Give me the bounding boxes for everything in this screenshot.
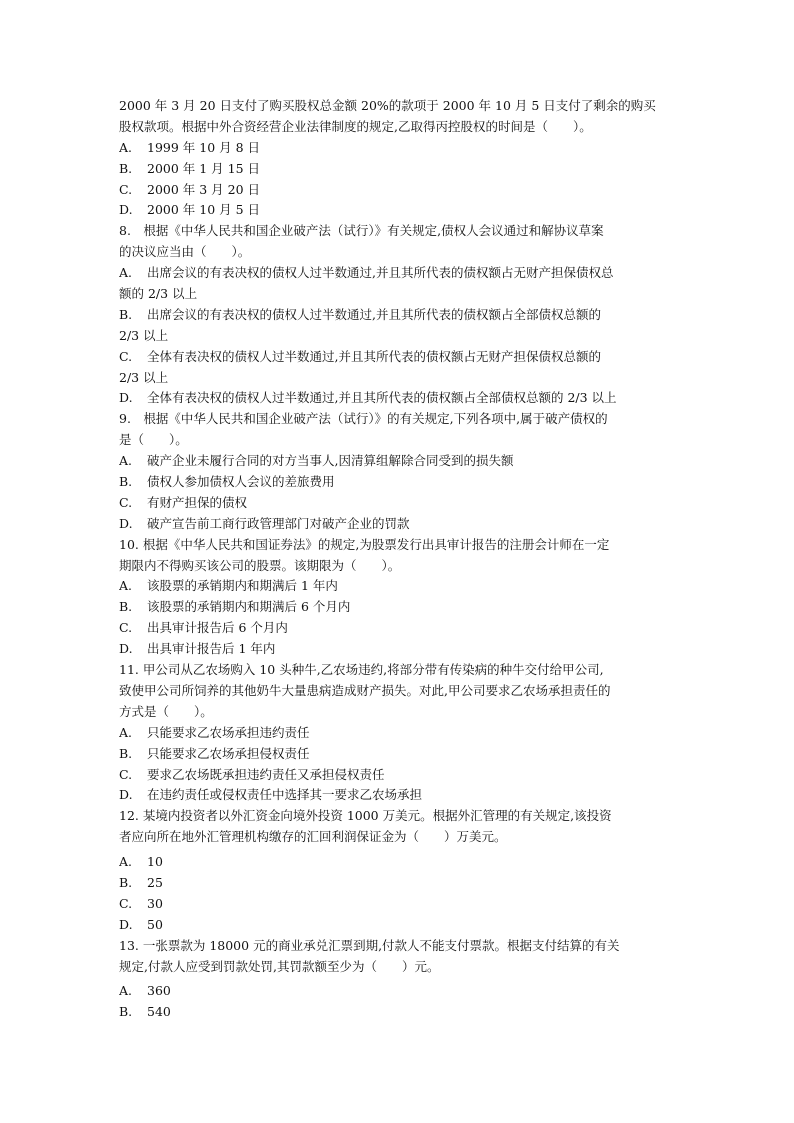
question-stem-q11: 方式是（ ）。 (119, 703, 213, 719)
option-text: 只能要求乙农场承担侵权责任 (147, 745, 310, 761)
document-body (119, 96, 679, 1023)
paragraph-line: 2000 年 3 月 20 日支付了购买股权总金额 20%的款项于 2000 年 10 月 5 日支付了剩余的购买 (119, 98, 656, 113)
option-key: D. (119, 641, 133, 657)
option-text: 25 (147, 874, 163, 890)
answer-option (119, 180, 679, 201)
option-text: 出席会议的有表决权的债权人过半数通过,并且其所代表的债权额占全部债权总额的 (147, 306, 601, 322)
option-text: 2000 年 10 月 5 日 (147, 202, 261, 218)
answer-option (119, 723, 679, 744)
option-text: 2000 年 3 月 20 日 (147, 181, 261, 197)
answer-option (119, 514, 679, 535)
option-key: D. (119, 515, 133, 531)
answer-option (119, 744, 679, 765)
option-key: B. (119, 745, 133, 761)
option-key: C. (119, 494, 133, 510)
option-key: C. (119, 348, 133, 364)
option-text: 2000 年 1 月 15 日 (147, 160, 261, 176)
answer-option (119, 785, 679, 806)
option-continuation: 2/3 以上 (119, 327, 169, 343)
answer-option (119, 597, 679, 618)
option-continuation: 额的 2/3 以上 (119, 286, 198, 302)
option-text: 该股票的承销期内和期满后 1 年内 (147, 578, 338, 594)
option-text: 1999 年 10 月 8 日 (147, 139, 261, 155)
option-key: A. (119, 578, 133, 594)
option-text: 只能要求乙农场承担违约责任 (147, 724, 310, 740)
option-text: 要求乙农场既承担违约责任又承担侵权责任 (147, 766, 385, 782)
option-text: 破产宣告前工商行政管理部门对破产企业的罚款 (147, 515, 410, 531)
option-key: C. (119, 895, 133, 911)
option-key: B. (119, 599, 133, 615)
option-key: C. (119, 620, 133, 636)
option-key: C. (119, 766, 133, 782)
option-text: 全体有表决权的债权人过半数通过,并且其所代表的债权额占全部债权总额的 2/3 以上 (147, 390, 617, 406)
answer-option (119, 305, 679, 326)
option-key: D. (119, 202, 133, 218)
option-key: D. (119, 916, 133, 932)
option-key: D. (119, 787, 133, 803)
option-continuation: 2/3 以上 (119, 369, 169, 385)
option-text: 540 (147, 1004, 171, 1020)
option-text: 360 (147, 983, 171, 999)
answer-option (119, 138, 679, 159)
option-key: C. (119, 181, 133, 197)
answer-option (119, 981, 679, 1002)
answer-option (119, 852, 679, 873)
option-key: B. (119, 306, 133, 322)
question-stem-q11: 11. 甲公司从乙农场购入 10 头种牛,乙农场违约,将部分带有传染病的种牛交付给甲公司, (119, 662, 604, 678)
option-key: A. (119, 265, 133, 281)
question-stem-q11: 致使甲公司所饲养的其他奶牛大量患病造成财产损失。对此,甲公司要求乙农场承担责任的 (119, 682, 611, 698)
option-text: 出具审计报告后 6 个月内 (147, 620, 288, 636)
paragraph-line: 股权款项。根据中外合资经营企业法律制度的规定,乙取得丙控股权的时间是（ ）。 (119, 118, 592, 134)
option-key: A. (119, 724, 133, 740)
option-key: A. (119, 983, 133, 999)
answer-option (119, 493, 679, 514)
option-text: 10 (147, 854, 163, 870)
option-text: 债权人参加债权人会议的差旅费用 (147, 474, 335, 490)
question-stem-q10: 期限内不得购买该公司的股票。该期限为（ ）。 (119, 557, 401, 573)
question-stem-q9: 9. 根据《中华人民共和国企业破产法（试行）》的有关规定,下列各项中,属于破产债权的 (119, 411, 608, 427)
option-text: 50 (147, 916, 163, 932)
option-text: 该股票的承销期内和期满后 6 个月内 (147, 599, 351, 615)
answer-option (119, 765, 679, 786)
option-key: B. (119, 474, 133, 490)
option-text: 全体有表决权的债权人过半数通过,并且其所代表的债权额占无财产担保债权总额的 (147, 348, 601, 364)
option-text: 出席会议的有表决权的债权人过半数通过,并且其所代表的债权额占无财产担保债权总 (147, 265, 614, 281)
answer-option (119, 388, 679, 409)
question-stem-q13: 规定,付款人应受到罚款处罚,其罚款额至少为（ ）元。 (119, 958, 440, 974)
question-stem-q12: 者应向所在地外汇管理机构缴存的汇回利润保证金为（ ）万美元。 (119, 829, 507, 845)
answer-option (119, 451, 679, 472)
answer-option (119, 347, 679, 368)
option-key: B. (119, 160, 133, 176)
answer-option (119, 915, 679, 936)
option-key: D. (119, 390, 133, 406)
question-stem-q8: 8. 根据《中华人民共和国企业破产法（试行）》有关规定,债权人会议通过和解协议草案 (119, 223, 604, 239)
answer-option (119, 200, 679, 221)
option-text: 破产企业未履行合同的对方当事人,因清算组解除合同受到的损失额 (147, 453, 514, 469)
answer-option (119, 576, 679, 597)
answer-option (119, 639, 679, 660)
option-key: B. (119, 874, 133, 890)
option-key: A. (119, 854, 133, 870)
option-key: B. (119, 1004, 133, 1020)
question-stem-q9: 是（ ）。 (119, 432, 188, 448)
option-text: 30 (147, 895, 163, 911)
question-stem-q12: 12. 某境内投资者以外汇资金向境外投资 1000 万美元。根据外汇管理的有关规定,该投资 (119, 808, 612, 824)
question-stem-q10: 10. 根据《中华人民共和国证券法》的规定,为股票发行出具审计报告的注册会计师在一定 (119, 536, 610, 552)
answer-option (119, 263, 679, 284)
answer-option (119, 1002, 679, 1023)
option-text: 有财产担保的债权 (147, 494, 248, 510)
option-key: A. (119, 453, 133, 469)
question-stem-q8: 的决议应当由（ ）。 (119, 244, 251, 260)
option-text: 在违约责任或侵权责任中选择其一要求乙农场承担 (147, 787, 423, 803)
option-key: A. (119, 139, 133, 155)
answer-option (119, 618, 679, 639)
answer-option (119, 894, 679, 915)
answer-option (119, 472, 679, 493)
option-text: 出具审计报告后 1 年内 (147, 641, 276, 657)
question-stem-q13: 13. 一张票款为 18000 元的商业承兑汇票到期,付款人不能支付票款。根据支付结算的有关 (119, 937, 620, 953)
answer-option (119, 873, 679, 894)
answer-option (119, 159, 679, 180)
